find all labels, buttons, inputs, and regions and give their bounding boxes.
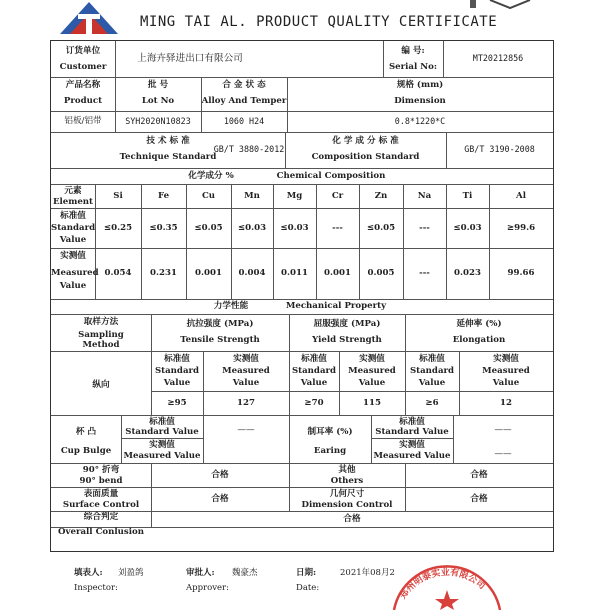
tensile-std-cn: 标准值 [164, 354, 190, 364]
overall-value: 合格 [343, 514, 361, 524]
earing-label-en: Earing [313, 446, 347, 456]
element-al: Al [516, 191, 526, 201]
alloy-label-cn: 合 金 状 态 [222, 80, 266, 90]
others-value: 合格 [470, 470, 488, 480]
yield-std-en2: Value [300, 378, 328, 388]
meas-value-cu: 0.001 [195, 268, 222, 278]
alloy-label-en: Alloy And Temper [201, 96, 287, 106]
date-label-cn: 日期: [296, 568, 317, 578]
cup-std-value: —— [237, 425, 255, 435]
dimension-control-label-en: Dimension Control [301, 500, 393, 510]
elong-meas-en2: Value [492, 378, 520, 388]
std-value-na: --- [419, 223, 430, 233]
comp-standard-label-cn: 化 学 成 分 标 准 [332, 136, 399, 146]
element-si: Si [113, 191, 123, 201]
date-value: 2021年08月2 [340, 568, 395, 578]
tech-standard-value: GB/T 3880-2012 [213, 144, 285, 154]
direction-value: 纵向 [92, 380, 110, 390]
corner-mark [470, 0, 560, 10]
std-value-zn: ≤0.05 [366, 223, 396, 233]
customer-label-en: Customer [59, 62, 107, 72]
earing-label-cn: 制耳率 (%) [307, 427, 353, 437]
mechanical-title-en: Mechanical Property [285, 301, 387, 311]
element-mn: Mn [244, 191, 260, 201]
chem-standard-label-en1: Standard [51, 223, 96, 233]
element-cu: Cu [201, 191, 216, 201]
overall-label-en: Overall Conlusion [58, 527, 144, 537]
cup-meas-en: Measured Value [123, 451, 201, 461]
earing-meas-en: Measured Value [373, 451, 451, 461]
elong-std-value: ≥6 [425, 398, 439, 408]
meas-value-al: 99.66 [507, 268, 535, 278]
lot-label-en: Lot No [141, 96, 175, 106]
std-value-mg: ≤0.03 [280, 223, 309, 233]
meas-value-si: 0.054 [104, 268, 132, 278]
tensile-std-en1: Standard [154, 366, 200, 376]
yield-std-en1: Standard [291, 366, 337, 376]
comp-standard-value: GB/T 3190-2008 [464, 144, 535, 154]
bend-value: 合格 [211, 470, 229, 480]
tensile-meas-value: 127 [237, 398, 255, 408]
inspector-name: 刘盈鸽 [118, 568, 144, 578]
customer-value: 上海卉驿进出口有限公司 [137, 53, 243, 64]
std-value-mn: ≤0.03 [237, 223, 267, 233]
serial-label-cn: 编 号: [401, 46, 425, 56]
element-na: Na [417, 191, 432, 201]
element-ti: Ti [462, 191, 473, 201]
dimension-label-cn: 规格 (mm) [396, 80, 444, 90]
elong-meas-value: 12 [500, 398, 512, 408]
elong-std-cn: 标准值 [419, 354, 445, 364]
element-fe: Fe [157, 191, 170, 201]
earing-meas-cn: 实测值 [399, 440, 425, 450]
lot-label-cn: 批 号 [147, 80, 169, 90]
std-value-cu: ≤0.05 [194, 223, 223, 233]
others-label-en: Others [330, 476, 364, 486]
elong-std-en1: Standard [409, 366, 455, 376]
tech-standard-label-en: Technique Standard [119, 152, 217, 162]
tensile-label-cn: 抗拉强度 (MPa) [186, 319, 254, 329]
std-value-cr: --- [332, 223, 343, 233]
sampling-label-cn: 取样方法 [83, 317, 119, 327]
approver-label-cn: 审批人: [186, 568, 215, 578]
comp-standard-label-en: Composition Standard [311, 152, 420, 162]
surface-label-cn: 表面质量 [83, 489, 119, 499]
product-label-cn: 产品名称 [65, 80, 101, 90]
chem-measured-label-en2: Value [59, 281, 87, 291]
others-label-cn: 其他 [338, 465, 356, 475]
dimension-value: 0.8*1220*C [394, 116, 446, 126]
svg-text:郑州明泰实业有限公司: 郑州明泰实业有限公司 [398, 567, 487, 601]
meas-value-mn: 0.004 [238, 268, 266, 278]
cup-label-en: Cup Bulge [60, 446, 112, 456]
certificate-title: MING TAI AL. PRODUCT QUALITY CERTIFICATE [140, 14, 498, 30]
chem-standard-label-en2: Value [59, 235, 87, 245]
inspector-label-en: Inspector: [74, 583, 118, 593]
yield-meas-en1: Measured [348, 366, 396, 376]
dimension-control-label-cn: 几何尺寸 [329, 489, 365, 499]
date-label-en: Date: [296, 583, 320, 593]
element-label-en: Element [52, 197, 94, 207]
bend-label-cn: 90° 折弯 [82, 465, 120, 475]
dimension-label-en: Dimension [394, 96, 446, 106]
yield-meas-cn: 实测值 [359, 354, 385, 364]
overall-label-cn: 综合判定 [83, 512, 119, 522]
meas-value-zn: 0.005 [367, 268, 395, 278]
meas-value-cr: 0.001 [324, 268, 351, 278]
customer-label-cn: 订货单位 [65, 46, 101, 56]
lot-value: SYH2020N10823 [125, 116, 191, 126]
company-logo [58, 0, 120, 34]
mechanical-title-cn: 力学性能 [213, 301, 249, 311]
chem-measured-label-en1: Measured [51, 268, 99, 278]
certificate-table [50, 40, 554, 552]
meas-value-fe: 0.231 [150, 268, 177, 278]
elong-std-en2: Value [418, 378, 446, 388]
dimension-control-value: 合格 [470, 494, 488, 504]
yield-meas-en2: Value [358, 378, 386, 388]
yield-label-en: Yield Strength [312, 335, 382, 345]
tensile-label-en: Tensile Strength [180, 335, 260, 345]
yield-std-value: ≥70 [304, 398, 324, 408]
inspector-label-cn: 填表人: [74, 568, 103, 578]
element-cr: Cr [331, 191, 344, 201]
approver-label-en: Approver: [186, 583, 229, 593]
std-value-al: ≥99.6 [506, 223, 536, 233]
earing-std-cn: 标准值 [399, 417, 425, 427]
std-value-si: ≤0.25 [103, 223, 133, 233]
tensile-meas-cn: 实测值 [233, 354, 259, 364]
tech-standard-label-cn: 技 术 标 准 [146, 136, 190, 146]
product-name-value: 铝板/铝带 [64, 116, 102, 126]
tensile-meas-en1: Measured [222, 366, 270, 376]
element-mg: Mg [286, 191, 303, 201]
std-value-fe: ≤0.35 [149, 223, 178, 233]
company-seal-stamp [392, 550, 502, 610]
tensile-std-value: ≥95 [167, 398, 187, 408]
meas-value-mg: 0.011 [281, 268, 308, 278]
earing-std-value: —— [494, 425, 512, 435]
yield-meas-value: 115 [363, 398, 381, 408]
tensile-std-en2: Value [163, 378, 191, 388]
cup-meas-cn: 实测值 [149, 440, 175, 450]
meas-value-ti: 0.023 [454, 268, 481, 278]
yield-std-cn: 标准值 [301, 354, 327, 364]
element-zn: Zn [374, 191, 388, 201]
elongation-label-en: Elongation [452, 335, 506, 345]
alloy-value: 1060 H24 [223, 116, 265, 126]
serial-value: MT20212856 [472, 53, 524, 63]
element-label-cn: 元素 [64, 186, 82, 196]
cup-label-cn: 杯 凸 [75, 427, 97, 437]
bend-label-en: 90° bend [79, 476, 123, 486]
elong-meas-en1: Measured [482, 366, 530, 376]
tensile-meas-en2: Value [232, 378, 260, 388]
std-value-ti: ≤0.03 [453, 223, 482, 233]
serial-label-en: Serial No: [388, 62, 438, 72]
earing-meas-value: —— [494, 449, 512, 459]
surface-label-en: Surface Control [62, 500, 140, 510]
earing-std-en: Standard Value [375, 427, 449, 437]
chem-measured-label-cn: 实测值 [60, 251, 86, 261]
sampling-label-en1: Sampling [78, 330, 124, 340]
chemical-title-en: Chemical Composition [276, 171, 386, 181]
chem-standard-label-cn: 标准值 [60, 211, 86, 221]
elong-meas-cn: 实测值 [493, 354, 519, 364]
elongation-label-cn: 延伸率 (%) [456, 319, 502, 329]
chemical-title-cn: 化学成分 % [188, 171, 234, 181]
yield-label-cn: 屈服强度 (MPa) [313, 319, 381, 329]
cup-std-cn: 标准值 [149, 417, 175, 427]
approver-name: 魏豪杰 [232, 568, 258, 578]
surface-value: 合格 [211, 494, 229, 504]
cup-std-en: Standard Value [125, 427, 199, 437]
meas-value-na: --- [419, 268, 430, 278]
sampling-label-en2: Method [82, 340, 120, 350]
product-label-en: Product [63, 96, 103, 106]
